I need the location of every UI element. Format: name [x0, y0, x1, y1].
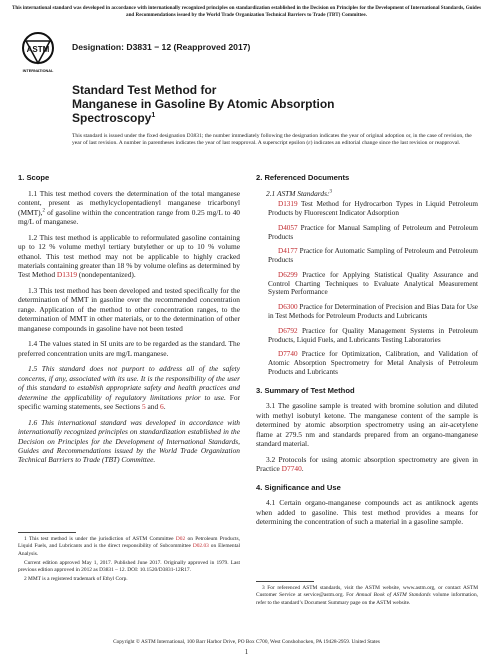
right-column	[256, 173, 478, 533]
link-committee-d02[interactable]: D02	[175, 536, 186, 542]
title-line-3: Spectroscopy$^1$	[72, 111, 156, 126]
footnotes-left	[18, 536, 240, 586]
link-d1319[interactable]: D1319	[56, 270, 78, 280]
standard-issuance-note: This standard is issued under the fixed designation D3831; the number immediately following the designation indicates the year of original adoption or, in the case of revision, the year of last revision. A number in parentheses indicates the year of last reapproval. A superscript epsilon (ε) indicates an editorial change since the last revision or reapproval.	[72, 133, 472, 147]
footnote-2: 2 MMT is a registered trademark of Ethyl Corp.	[24, 576, 128, 583]
title-line-1: Standard Test Method for	[72, 83, 217, 97]
reference-item	[256, 247, 478, 265]
section-heading-significance: 4. Significance and Use	[256, 482, 341, 492]
svg-text:ASTM: ASTM	[26, 45, 50, 54]
reference-title: Practice for Quality Management Systems in Petroleum Products, Liquid Fuels, and Lubricants Testing Laboratories	[268, 326, 478, 344]
paragraph-4-1: 4.1 Certain organo-manganese compounds act as antiknock agents when added to gasoline. This test method provides a means for determining the concentration of such a material in a gasoline sample.	[256, 498, 478, 527]
link-subcommittee-d02-03[interactable]: D02.03	[192, 543, 209, 550]
reference-title: Practice for Automatic Sampling of Petroleum and Petroleum Products	[268, 247, 478, 265]
reference-item	[256, 271, 478, 297]
reference-list	[256, 200, 478, 377]
reference-code-link[interactable]: D6792	[278, 326, 298, 335]
reference-item	[256, 327, 478, 345]
reference-title: Practice for Applying Statistical Quality Assurance and Control Charting Techniques to Evaluate Analytical Measurement System Performance	[268, 270, 478, 297]
document-title	[72, 83, 402, 125]
reference-title: Practice for Optimization, Calibration, and Validation of Atomic Absorption Spectrometry for Metal Analysis of Petroleum Products and Lubricants	[268, 350, 478, 376]
reference-title: Test Method for Hydrocarbon Types in Liquid Petroleum Products by Fluorescent Indicator Adsorption	[268, 200, 478, 217]
paragraph-3-2: 3.2 Protocols for using atomic absorption spectrometry are given in Practice D7740.	[256, 454, 478, 474]
paragraph-1-6: 1.6 This international standard was developed in accordance with internationally recognized principles on standardization established in the Decision on Principles for the Development of International Standards, Guides and Recommendations issued by the World Trade Organization Technical Barriers to Trade (TBT) Committee.	[18, 417, 240, 465]
reference-code-link[interactable]: D7740	[278, 350, 298, 359]
paragraph-1-3: 1.3 This test method has been developed and tested specifically for the determination of MMT in gasoline over the recommended concentration range. Application of the method to other concentration ranges, to the determination of MMT in other materials, or to the determination of other manganese compounds in gasoline have not been tested	[18, 285, 240, 333]
footnote-edition: Current edition approved May 1, 2017. Published June 2017. Originally approved in 1979. Last previous edition approved in 2012 as D3831 – 12. DOI: 10.1520/D3831-12R17.	[18, 559, 240, 574]
title-footnote-mark: 1	[151, 112, 156, 120]
paragraph-1-5: 1.5 This standard does not purport to address all of the safety concerns, if any, associated with its use. It is the responsibility of the user of this standard to establish appropriate safety and health practices and determine the applicability of regulatory limitations prior to use. For specific warning statements, see Sections 5 and 6.	[18, 364, 240, 412]
link-section-5[interactable]: 5	[141, 402, 146, 412]
footnotes-right	[256, 585, 478, 609]
reference-code-link[interactable]: D6299	[278, 270, 298, 279]
link-d7740[interactable]: D7740	[281, 464, 302, 474]
wto-notice: This international standard was developed in accordance with internationally recognized principles on standardization established in the Decision on Principles for the Development of International Standards, Guides and Recommendations issued by the World Trade Organization Technical Barriers to Trade (TBT) Committee.	[11, 5, 482, 18]
reference-item	[256, 303, 478, 321]
reference-item	[256, 224, 478, 242]
designation: Designation: D3831 − 12 (Reapproved 2017)	[72, 42, 251, 52]
svg-text:INTERNATIONAL: INTERNATIONAL	[22, 69, 54, 73]
reference-item	[256, 350, 478, 376]
astm-logo	[20, 31, 56, 76]
reference-code-link[interactable]: D4057	[278, 223, 298, 232]
link-section-6[interactable]: 6	[160, 402, 164, 412]
footnote-divider-left	[18, 532, 76, 533]
reference-code-link[interactable]: D1319	[278, 200, 298, 209]
reference-code-link[interactable]: D4177	[278, 247, 298, 256]
paragraph-1-2: 1.2 This test method is applicable to reformulated gasoline containing up to 12 % volume methyl tertiary butylether or up to 10 % volume ethanol. This test method may not be applicable to highly cracked materials containing greater than 18 % by volume olefins as determined by Test Method D1319 (nondepentanized).	[18, 232, 240, 280]
paragraph-3-1: 3.1 The gasoline sample is treated with bromine solution and diluted with methyl isobutyl ketone. The manganese content of the sample is determined by atomic absorption spectrometry using an air-acetylene flame at 279.5 nm and standards prepared from an organo-manganese standard material.	[256, 401, 478, 449]
astm-standards-subheading: 2.1 ASTM Standards:$^3$	[266, 188, 332, 198]
title-line-2: Manganese in Gasoline By Atomic Absorption	[72, 97, 335, 112]
left-column	[18, 173, 240, 471]
section-heading-references: 2. Referenced Documents	[256, 173, 350, 182]
section-heading-summary: 3. Summary of Test Method	[256, 385, 355, 395]
footnote-divider-right	[256, 581, 314, 582]
reference-code-link[interactable]: D6300	[278, 303, 298, 312]
footnote-3: 3 For referenced ASTM standards, visit the ASTM website, www.astm.org, or contact ASTM Customer Service at service@astm.org. For Annual Book of ASTM Standards volume information, refer to the standard’s Document Summary page on the ASTM website.	[256, 585, 479, 606]
footnote-1: 1 This test method is under the jurisdiction of ASTM Committee D02 on Petroleum Products, Liquid Fuels, and Lubricants and is the direct responsibility of Subcommittee D02.03 on Elemental Analysis.	[18, 536, 240, 557]
reference-title: Practice for Determination of Precision and Bias Data for Use in Test Methods for Petroleum Products and Lubricants	[268, 303, 478, 320]
page-number: 1	[244, 648, 249, 656]
section-heading-scope: 1. Scope	[18, 173, 50, 182]
reference-item	[256, 200, 478, 218]
paragraph-1-1: 1.1 This test method covers the determination of the total manganese content, present as methylcyclopentadienyl manganese tricarbonyl (MMT),$^2$ of gasoline within the concentration range from 0.25 mg/L to 40 mg/L of manganese.	[18, 188, 240, 227]
reference-title: Practice for Manual Sampling of Petroleum and Petroleum Products	[268, 223, 478, 241]
copyright-footer: Copyright © ASTM International, 100 Barr Harbor Drive, PO Box C700, West Conshohocken, PA 19428-2959. United States	[113, 639, 380, 645]
paragraph-1-4: 1.4 The values stated in SI units are to be regarded as the standard. The preferred concentration units are mg/L manganese.	[18, 339, 240, 358]
